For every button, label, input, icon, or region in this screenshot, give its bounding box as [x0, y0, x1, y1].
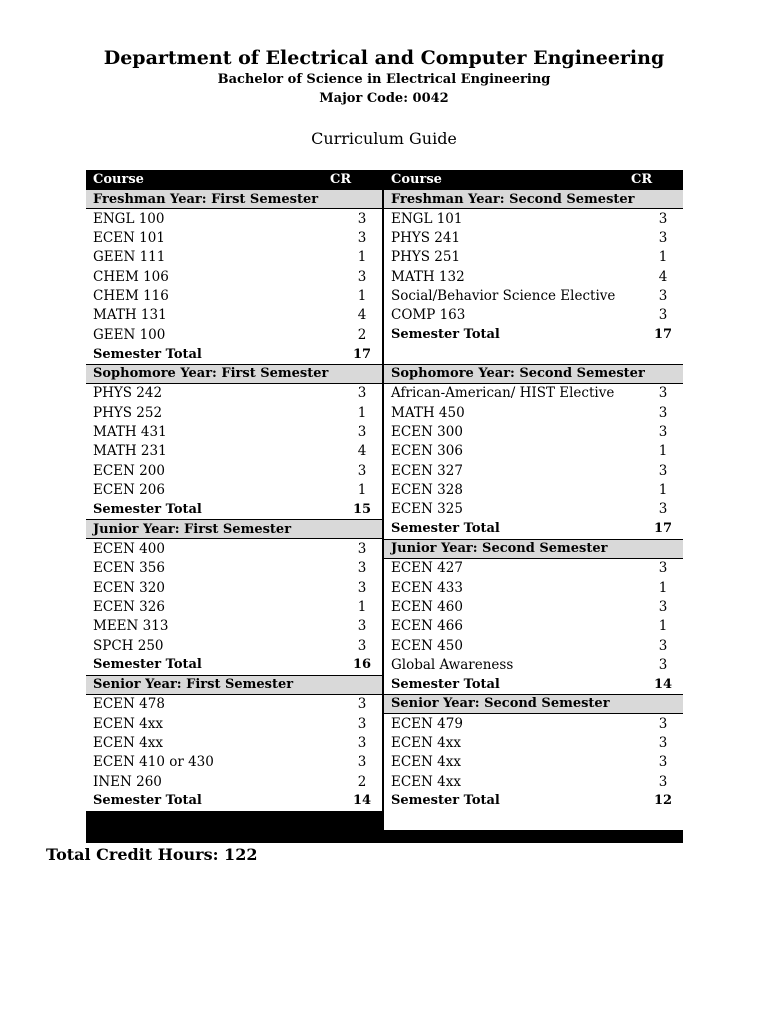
course-credits: 3 — [658, 307, 668, 324]
semester-total-row — [384, 325, 683, 344]
semester-total-row — [86, 791, 382, 810]
course-credits: 3 — [357, 637, 367, 654]
course-name: ECEN 460 — [391, 598, 463, 615]
semester-total-row — [384, 791, 683, 810]
semester-block — [384, 694, 683, 830]
semester-heading: Senior Year: First Semester — [86, 675, 382, 695]
course-credits: 1 — [357, 404, 367, 421]
semester-heading: Sophomore Year: First Semester — [86, 364, 382, 384]
course-credits: 1 — [658, 482, 668, 499]
cr-header: CR — [330, 172, 352, 187]
course-credits: 3 — [357, 540, 367, 557]
semester-heading: Sophomore Year: Second Semester — [384, 364, 683, 384]
total-credit-hours: Total Credit Hours: 122 — [46, 845, 258, 864]
semester-total-label: Semester Total — [391, 327, 500, 343]
course-header: Course — [391, 172, 442, 187]
course-name: PHYS 252 — [93, 404, 163, 421]
course-credits: 1 — [658, 443, 668, 460]
course-name: MATH 132 — [391, 268, 465, 285]
course-credits: 3 — [658, 288, 668, 305]
left-column — [86, 170, 382, 811]
course-name: ECEN 427 — [391, 560, 463, 577]
course-row — [86, 403, 382, 422]
semester-heading: Senior Year: Second Semester — [384, 694, 683, 714]
semester-block — [384, 539, 683, 694]
semester-total-row — [86, 655, 382, 674]
course-name: ECEN 4xx — [93, 734, 163, 751]
course-name: GEEN 111 — [93, 249, 166, 266]
semester-total-label: Semester Total — [391, 793, 500, 809]
course-credits: 1 — [658, 618, 668, 635]
course-credits: 3 — [357, 696, 367, 713]
course-name: ECEN 320 — [93, 579, 165, 596]
course-credits: 4 — [357, 443, 367, 460]
course-name: CHEM 116 — [93, 288, 169, 305]
semester-block — [86, 364, 382, 519]
course-row — [86, 636, 382, 655]
course-row — [384, 714, 683, 733]
course-credits: 2 — [357, 773, 367, 790]
course-row — [86, 753, 382, 772]
semester-heading: Freshman Year: Second Semester — [384, 189, 683, 209]
course-row — [384, 617, 683, 636]
course-row — [384, 248, 683, 267]
semester-total-value: 16 — [352, 657, 372, 673]
course-name: ECEN 4xx — [93, 715, 163, 732]
course-row — [86, 325, 382, 344]
course-name: ECEN 4xx — [391, 773, 461, 790]
course-credits: 1 — [357, 249, 367, 266]
semester-total-label: Semester Total — [93, 793, 202, 809]
course-name: ECEN 466 — [391, 618, 463, 635]
course-row — [86, 695, 382, 714]
course-credits: 3 — [658, 501, 668, 518]
semester-block — [384, 364, 683, 539]
course-name: ECEN 479 — [391, 715, 463, 732]
course-row — [384, 636, 683, 655]
course-row — [86, 442, 382, 461]
course-row — [86, 248, 382, 267]
course-row — [384, 733, 683, 752]
course-row — [384, 209, 683, 228]
course-name: PHYS 251 — [391, 249, 461, 266]
course-credits: 3 — [357, 560, 367, 577]
course-credits: 1 — [357, 288, 367, 305]
course-name: ECEN 325 — [391, 501, 463, 518]
course-credits: 3 — [658, 715, 668, 732]
course-row — [86, 422, 382, 441]
semester-block — [86, 675, 382, 811]
course-row — [86, 209, 382, 228]
course-credits: 3 — [357, 618, 367, 635]
course-name: ECEN 101 — [93, 230, 165, 247]
column-header — [384, 170, 683, 189]
course-name: ENGL 101 — [391, 210, 463, 227]
empty-row — [384, 811, 683, 830]
semester-total-value: 15 — [352, 501, 372, 517]
course-credits: 3 — [357, 268, 367, 285]
course-credits: 3 — [357, 754, 367, 771]
course-row — [86, 384, 382, 403]
semester-total-value: 12 — [653, 793, 673, 809]
course-name: ECEN 327 — [391, 462, 463, 479]
semester-block — [86, 189, 382, 364]
cr-header: CR — [631, 172, 653, 187]
course-row — [384, 267, 683, 286]
course-credits: 1 — [658, 249, 668, 266]
semester-total-row — [384, 519, 683, 538]
course-credits: 2 — [357, 326, 367, 343]
course-name: ECEN 4xx — [391, 734, 461, 751]
course-credits: 3 — [658, 462, 668, 479]
empty-row — [384, 344, 683, 363]
page-title: Department of Electrical and Computer Engineering — [103, 47, 665, 69]
degree-subtitle: Bachelor of Science in Electrical Engineering — [217, 72, 551, 87]
course-name: ECEN 400 — [93, 540, 165, 557]
course-credits: 1 — [357, 482, 367, 499]
course-row — [384, 578, 683, 597]
right-column — [384, 170, 683, 830]
course-row — [384, 306, 683, 325]
column-header — [86, 170, 382, 189]
guide-title: Curriculum Guide — [311, 129, 457, 148]
course-name: ECEN 328 — [391, 482, 463, 499]
course-name: MATH 450 — [391, 404, 465, 421]
course-credits: 3 — [658, 734, 668, 751]
semester-total-value: 17 — [653, 327, 673, 343]
course-row — [86, 539, 382, 558]
course-name: ECEN 4xx — [391, 754, 461, 771]
course-row — [86, 461, 382, 480]
course-row — [384, 422, 683, 441]
course-row — [86, 267, 382, 286]
course-name: ECEN 356 — [93, 560, 165, 577]
course-name: ECEN 300 — [391, 424, 463, 441]
course-row — [384, 655, 683, 674]
course-row — [384, 442, 683, 461]
course-credits: 3 — [357, 210, 367, 227]
course-row — [86, 228, 382, 247]
semester-block — [86, 519, 382, 674]
course-credits: 3 — [357, 424, 367, 441]
course-credits: 3 — [357, 734, 367, 751]
course-credits: 3 — [658, 773, 668, 790]
course-name: ECEN 478 — [93, 696, 165, 713]
course-row — [86, 772, 382, 791]
course-credits: 3 — [357, 462, 367, 479]
course-credits: 1 — [658, 579, 668, 596]
semester-heading: Freshman Year: First Semester — [86, 189, 382, 209]
course-credits: 4 — [357, 307, 367, 324]
course-name: MATH 131 — [93, 307, 167, 324]
course-row — [384, 597, 683, 616]
course-credits: 3 — [658, 560, 668, 577]
course-name: PHYS 241 — [391, 230, 461, 247]
course-row — [384, 228, 683, 247]
course-row — [384, 753, 683, 772]
course-name: ECEN 410 or 430 — [93, 754, 214, 771]
course-row — [86, 306, 382, 325]
course-name: Social/Behavior Science Elective — [391, 288, 616, 305]
course-name: African-American/ HIST Elective — [391, 385, 615, 402]
course-name: ECEN 433 — [391, 579, 463, 596]
course-credits: 3 — [658, 424, 668, 441]
course-row — [384, 772, 683, 791]
curriculum-table — [86, 170, 683, 843]
course-name: MATH 231 — [93, 443, 167, 460]
course-row — [86, 617, 382, 636]
semester-total-row — [86, 500, 382, 519]
course-credits: 3 — [658, 230, 668, 247]
course-row — [384, 500, 683, 519]
major-code: Major Code: 0042 — [319, 91, 449, 106]
semester-total-value: 14 — [352, 793, 372, 809]
course-row — [86, 559, 382, 578]
course-row — [86, 597, 382, 616]
semester-heading: Junior Year: First Semester — [86, 519, 382, 539]
course-name: SPCH 250 — [93, 637, 164, 654]
semester-total-label: Semester Total — [93, 501, 202, 517]
course-name: MEEN 313 — [93, 618, 169, 635]
semester-total-label: Semester Total — [93, 346, 202, 362]
course-header: Course — [93, 172, 144, 187]
course-name: ECEN 200 — [93, 462, 165, 479]
semester-total-label: Semester Total — [391, 521, 500, 537]
course-credits: 3 — [357, 230, 367, 247]
semester-block — [384, 189, 683, 364]
semester-heading: Junior Year: Second Semester — [384, 539, 683, 559]
course-name: ECEN 206 — [93, 482, 165, 499]
semester-total-value: 14 — [653, 676, 673, 692]
course-credits: 3 — [357, 715, 367, 732]
course-credits: 3 — [658, 385, 668, 402]
course-row — [384, 286, 683, 305]
course-row — [384, 480, 683, 499]
semester-total-value: 17 — [352, 346, 372, 362]
course-row — [384, 384, 683, 403]
course-credits: 4 — [658, 268, 668, 285]
course-name: ENGL 100 — [93, 210, 165, 227]
course-row — [86, 578, 382, 597]
course-name: ECEN 450 — [391, 637, 463, 654]
semester-total-value: 17 — [653, 521, 673, 537]
course-name: ECEN 326 — [93, 598, 165, 615]
semester-total-row — [86, 344, 382, 363]
course-row — [86, 714, 382, 733]
course-credits: 3 — [658, 210, 668, 227]
course-name: INEN 260 — [93, 773, 162, 790]
course-row — [384, 403, 683, 422]
course-row — [384, 559, 683, 578]
course-name: MATH 431 — [93, 424, 167, 441]
course-row — [86, 733, 382, 752]
course-credits: 3 — [357, 579, 367, 596]
course-credits: 3 — [658, 598, 668, 615]
course-name: Global Awareness — [391, 656, 514, 673]
course-name: COMP 163 — [391, 307, 466, 324]
course-credits: 3 — [658, 404, 668, 421]
semester-total-label: Semester Total — [391, 676, 500, 692]
course-row — [86, 286, 382, 305]
course-credits: 3 — [658, 754, 668, 771]
course-credits: 1 — [357, 598, 367, 615]
course-row — [384, 461, 683, 480]
course-name: GEEN 100 — [93, 326, 166, 343]
course-credits: 3 — [658, 656, 668, 673]
semester-total-row — [384, 675, 683, 694]
course-name: CHEM 106 — [93, 268, 169, 285]
course-name: ECEN 306 — [391, 443, 463, 460]
course-credits: 3 — [658, 637, 668, 654]
course-credits: 3 — [357, 385, 367, 402]
course-row — [86, 480, 382, 499]
course-name: PHYS 242 — [93, 385, 163, 402]
semester-total-label: Semester Total — [93, 657, 202, 673]
